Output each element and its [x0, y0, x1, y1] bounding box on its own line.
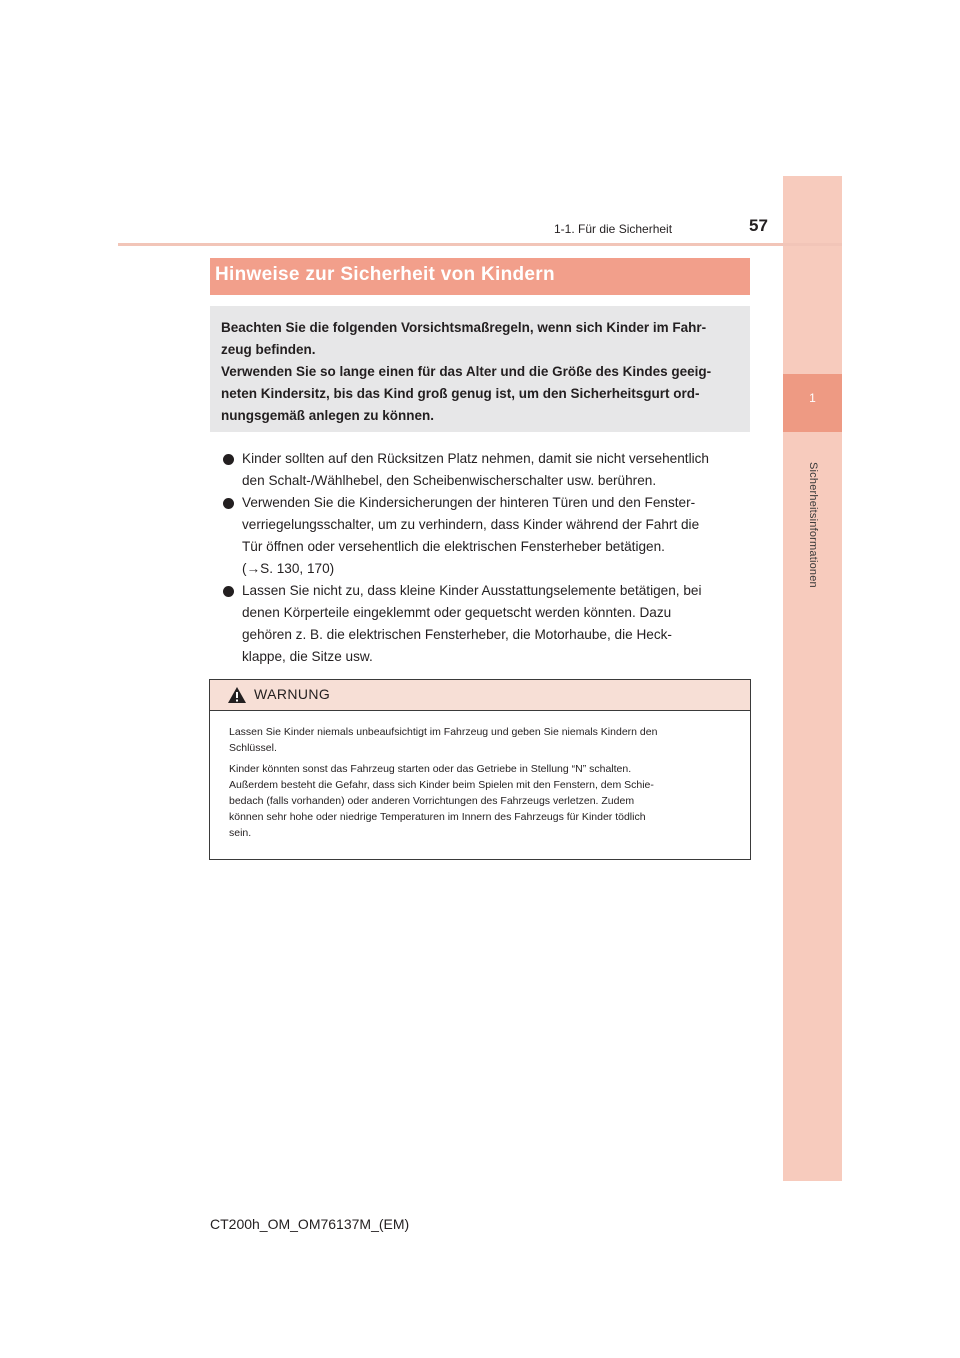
- intro-line: nungsgemäß anlegen zu können.: [221, 408, 435, 423]
- warning-label: WARNUNG: [254, 686, 331, 702]
- warning-text: bedach (falls vorhanden) oder anderen Vorrichtungen des Fahrzeugs verletzen. Zudem: [229, 795, 635, 807]
- intro-line: Verwenden Sie so lange einen für das Alter und die Größe des Kindes geeig-: [221, 364, 712, 379]
- warning-text: können sehr hohe oder niedrige Temperaturen im Innern des Fahrzeugs für Kinder tödlich: [229, 811, 646, 823]
- side-chapter-number: 1: [783, 374, 842, 432]
- chapter-title: 1-1. Für die Sicherheit: [554, 222, 673, 236]
- bullet-line: verriegelungsschalter, um zu verhindern, dass Kinder während der Fahrt die: [242, 517, 700, 532]
- intro-line: neten Kindersitz, bis das Kind groß genug ist, um den Sicherheitsgurt ord-: [221, 386, 700, 401]
- bullet-line: gehören z. B. die elektrischen Fensterheber, die Motorhaube, die Heck-: [242, 627, 672, 642]
- bullet-item: [222, 448, 746, 492]
- intro-box: [210, 306, 750, 432]
- intro-line: Beachten Sie die folgenden Vorsichtsmaßregeln, wenn sich Kinder im Fahr-: [221, 320, 707, 335]
- section-header: [210, 258, 750, 295]
- document-code: CT200h_OM_OM76137M_(EM): [210, 1216, 410, 1232]
- warning-text: Kinder könnten sonst das Fahrzeug starten oder das Getriebe in Stellung “N” schalten.: [229, 763, 632, 775]
- intro-line: zeug befinden.: [221, 342, 316, 357]
- bullet-item: [222, 580, 746, 668]
- warning-text: Schlüssel.: [229, 742, 277, 754]
- section-title: Hinweise zur Sicherheit von Kindern: [215, 264, 555, 285]
- bullet-icon: [223, 454, 234, 465]
- header-divider: [118, 243, 842, 246]
- page-number: 57: [749, 216, 768, 235]
- warning-box: [209, 679, 751, 860]
- warning-triangle-icon: [227, 686, 247, 704]
- side-chapter-tab: [783, 176, 842, 1181]
- bullet-line: klappe, die Sitze usw.: [242, 649, 373, 664]
- warning-text: sein.: [229, 827, 252, 839]
- bullet-list: [222, 448, 746, 668]
- page-reference-link[interactable]: (→S. 130, 170): [242, 561, 335, 576]
- warning-text: Außerdem besteht die Gefahr, dass sich Kinder beim Spielen mit den Fenstern, dem Schie-: [229, 779, 654, 791]
- warning-header: [210, 680, 750, 711]
- bullet-icon: [223, 586, 234, 597]
- bullet-line: Lassen Sie nicht zu, dass kleine Kinder Ausstattungselemente betätigen, bei: [242, 583, 702, 598]
- bullet-line: Tür öffnen oder versehentlich die elektrischen Fensterheber betätigen.: [242, 539, 665, 554]
- bullet-item: [222, 492, 746, 580]
- bullet-line: Verwenden Sie die Kindersicherungen der hinteren Türen und den Fenster-: [242, 495, 696, 510]
- bullet-line: denen Körperteile eingeklemmt oder gequetscht werden könnten. Dazu: [242, 605, 672, 620]
- warning-text: Lassen Sie Kinder niemals unbeaufsichtigt im Fahrzeug und geben Sie niemals Kindern den: [229, 726, 658, 738]
- bullet-line: Kinder sollten auf den Rücksitzen Platz nehmen, damit sie nicht versehentlich: [242, 451, 709, 466]
- bullet-line: den Schalt-/Wählhebel, den Scheibenwischerschalter usw. berühren.: [242, 473, 657, 488]
- bullet-icon: [223, 498, 234, 509]
- side-chapter-label: Sicherheitsinformationen: [807, 462, 819, 588]
